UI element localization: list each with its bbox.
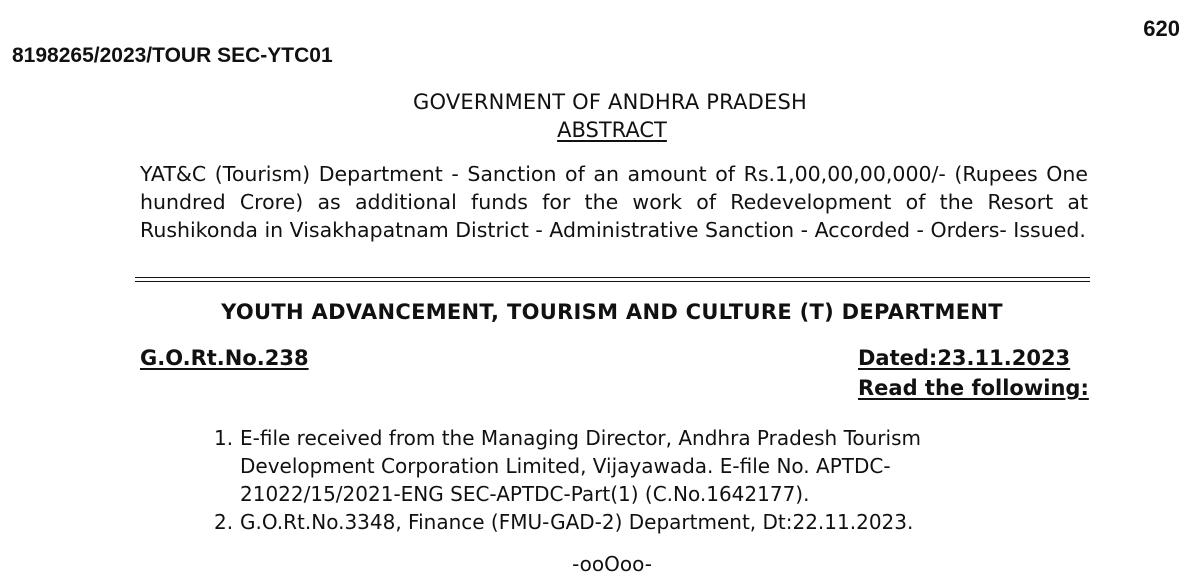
divider-line <box>135 281 1090 282</box>
section-separator: -ooOoo- <box>572 552 652 576</box>
order-date: Dated:23.11.2023 <box>858 346 1071 370</box>
department-title: YOUTH ADVANCEMENT, TOURISM AND CULTURE (T) DEPARTMENT <box>221 300 1003 324</box>
abstract-label: ABSTRACT <box>557 118 667 142</box>
reference-list <box>214 424 1044 536</box>
reference-text: G.O.Rt.No.3348, Finance (FMU-GAD-2) Department, Dt:22.11.2023. <box>240 510 914 534</box>
abstract-heading <box>0 118 1200 142</box>
page-number: 620 <box>1143 16 1180 41</box>
reference-text: E-file received from the Managing Director, Andhra Pradesh Tourism Development Corporation Limited, Vijayawada. E-file No. APTDC-21022/15/2021-ENG SEC-APTDC-Part(1) (C.No.1642177). <box>240 426 921 506</box>
reference-number: 1. <box>214 426 234 450</box>
order-number: G.O.Rt.No.238 <box>140 346 309 370</box>
government-title: GOVERNMENT OF ANDHRA PRADESH <box>413 90 807 114</box>
divider-line <box>135 277 1090 278</box>
file-reference: 8198265/2023/TOUR SEC-YTC01 <box>12 44 333 67</box>
reference-item <box>214 508 1044 536</box>
reference-item <box>214 424 1044 508</box>
reference-number: 2. <box>214 510 234 534</box>
read-following-heading: Read the following: <box>858 376 1089 400</box>
abstract-subject: YAT&C (Tourism) Department - Sanction of an amount of Rs.1,00,00,00,000/- (Rupees One hundred Crore) as additional funds for the work of Redevelopment of the Resort at Rushikonda in Visakhapatnam District - Administrative Sanction - Accorded - Orders- Issued. <box>140 162 1088 242</box>
